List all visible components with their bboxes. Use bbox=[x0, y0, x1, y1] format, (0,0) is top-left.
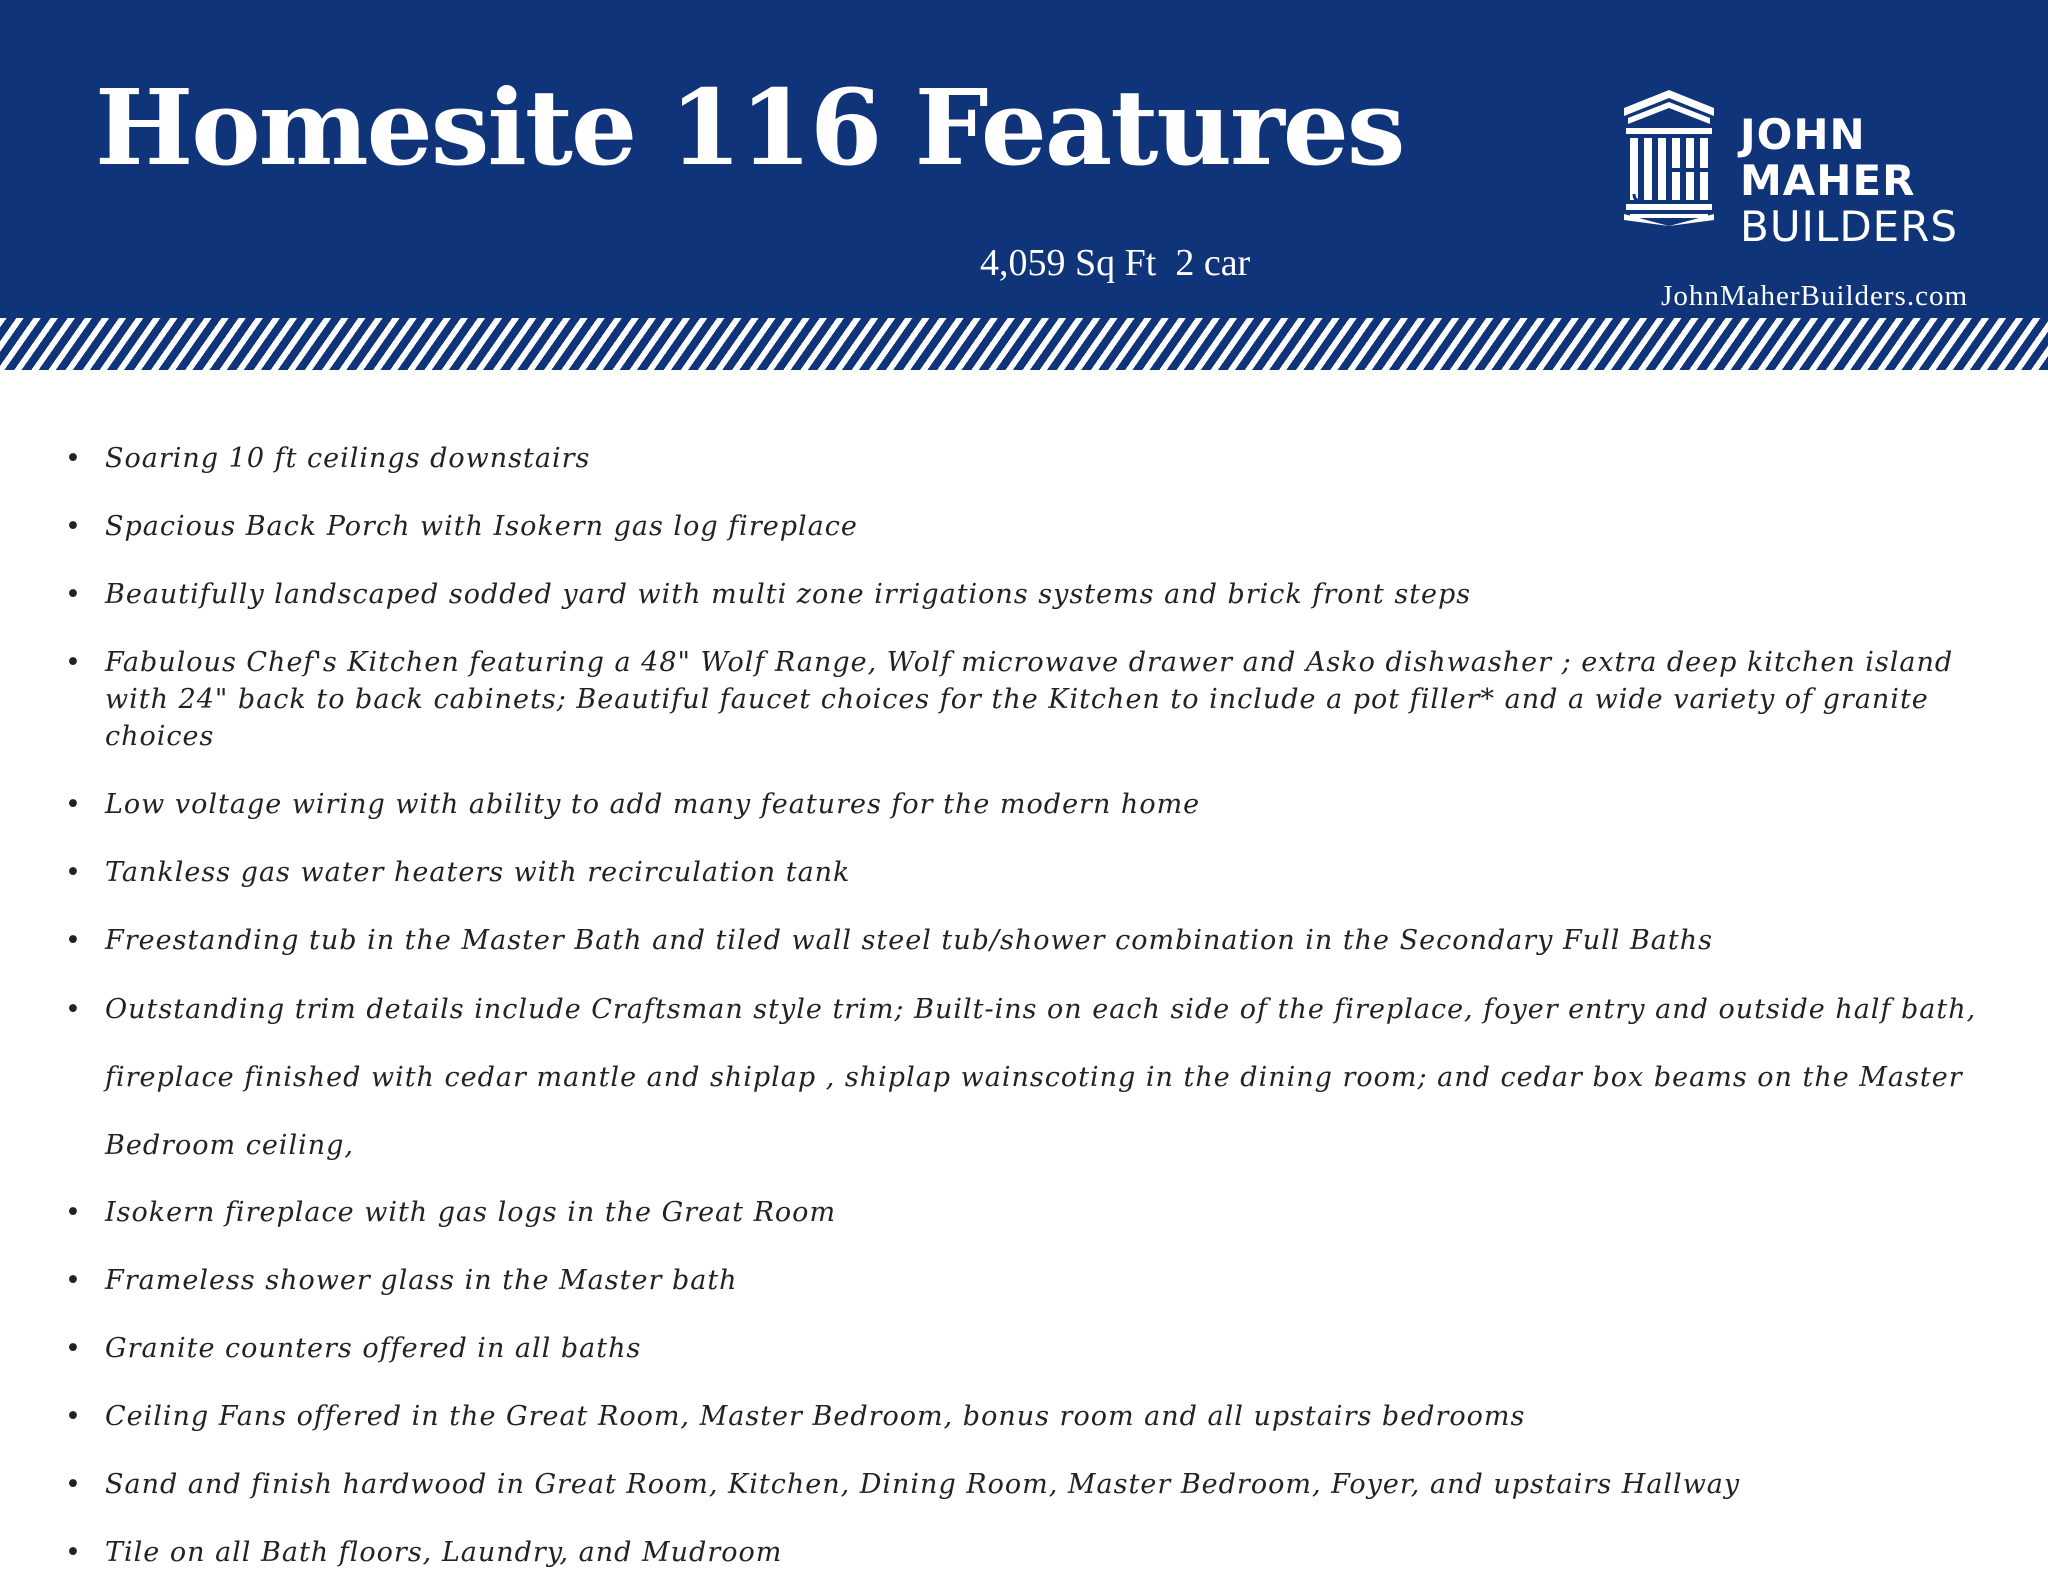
header-banner bbox=[0, 0, 2048, 318]
brand-name bbox=[1740, 112, 2048, 250]
feature-text: Sand and finish hardwood in Great Room, Kitchen, Dining Room, Master Bedroom, Foyer, and upstairs Hallway bbox=[105, 1469, 1741, 1500]
feature-text: Soaring 10 ft ceilings downstairs bbox=[105, 443, 591, 474]
feature-text: Beautifully landscaped sodded yard with multi zone irrigations systems and brick front steps bbox=[105, 579, 1472, 610]
bullet-icon: • bbox=[65, 511, 82, 542]
bullet-icon: • bbox=[65, 1197, 82, 1228]
feature-text: Frameless shower glass in the Master bath bbox=[105, 1265, 738, 1296]
feature-item bbox=[62, 1534, 1982, 1571]
bullet-icon: • bbox=[65, 1265, 82, 1296]
feature-text: Outstanding trim details include Craftsman style trim; Built-ins on each side of the fireplace, foyer entry and outside half bath, fireplace finished with cedar mantle and shiplap , shiplap wainscoting in the dining room; and cedar box beams on the Master Bedroom ceiling, bbox=[105, 994, 1977, 1161]
feature-item bbox=[62, 786, 1982, 823]
brand-line-1: JOHN MAHER bbox=[1740, 110, 1916, 205]
page-title: Homesite 116 Features bbox=[95, 66, 1404, 189]
bullet-icon: • bbox=[65, 857, 82, 888]
bullet-icon: • bbox=[65, 1401, 82, 1432]
bullet-icon: • bbox=[65, 1537, 82, 1568]
bullet-icon: • bbox=[65, 579, 82, 610]
feature-list bbox=[62, 440, 1982, 1583]
jmb-building-logo-icon bbox=[1624, 90, 1714, 226]
website-url: JohnMaherBuilders.com bbox=[1661, 280, 1968, 312]
feature-text: Ceiling Fans offered in the Great Room, Master Bedroom, bonus room and all upstairs bedrooms bbox=[105, 1401, 1526, 1432]
feature-item bbox=[62, 1330, 1982, 1367]
bullet-icon: • bbox=[65, 647, 82, 678]
feature-item bbox=[62, 1194, 1982, 1231]
feature-item bbox=[62, 1398, 1982, 1435]
bullet-icon: • bbox=[65, 789, 82, 820]
brand-line-2: BUILDERS bbox=[1740, 202, 1959, 251]
feature-text: Low voltage wiring with ability to add many features for the modern home bbox=[105, 789, 1201, 820]
feature-item bbox=[62, 508, 1982, 545]
diagonal-stripe-divider bbox=[0, 318, 2048, 370]
home-size-subtitle: 4,059 Sq Ft 2 car bbox=[980, 242, 1251, 284]
feature-text: Freestanding tub in the Master Bath and tiled wall steel tub/shower combination in the Secondary Full Baths bbox=[105, 925, 1713, 956]
feature-text: Tile on all Bath floors, Laundry, and Mudroom bbox=[105, 1537, 783, 1568]
feature-text: Isokern fireplace with gas logs in the Great Room bbox=[105, 1197, 837, 1228]
feature-text: Spacious Back Porch with Isokern gas log fireplace bbox=[105, 511, 858, 542]
bullet-icon: • bbox=[65, 925, 82, 956]
feature-item bbox=[62, 1466, 1982, 1503]
feature-item bbox=[62, 644, 1982, 755]
feature-text: Fabulous Chef's Kitchen featuring a 48" Wolf Range, Wolf microwave drawer and Asko dishwasher ; extra deep kitchen island with 24" back to back cabinets; Beautiful faucet choices for the Kitchen to include a pot filler* and a wide variety of granite choices bbox=[105, 647, 1954, 752]
feature-item bbox=[62, 1262, 1982, 1299]
feature-item bbox=[62, 976, 1982, 1180]
bullet-icon: • bbox=[65, 1333, 82, 1364]
feature-text: Granite counters offered in all baths bbox=[105, 1333, 642, 1364]
feature-item bbox=[62, 576, 1982, 613]
bullet-icon: • bbox=[65, 1469, 82, 1500]
bullet-icon: • bbox=[65, 994, 82, 1025]
feature-text: Tankless gas water heaters with recirculation tank bbox=[105, 857, 851, 888]
feature-item bbox=[62, 854, 1982, 891]
feature-item bbox=[62, 922, 1982, 959]
bullet-icon: • bbox=[65, 443, 82, 474]
feature-item bbox=[62, 440, 1982, 477]
